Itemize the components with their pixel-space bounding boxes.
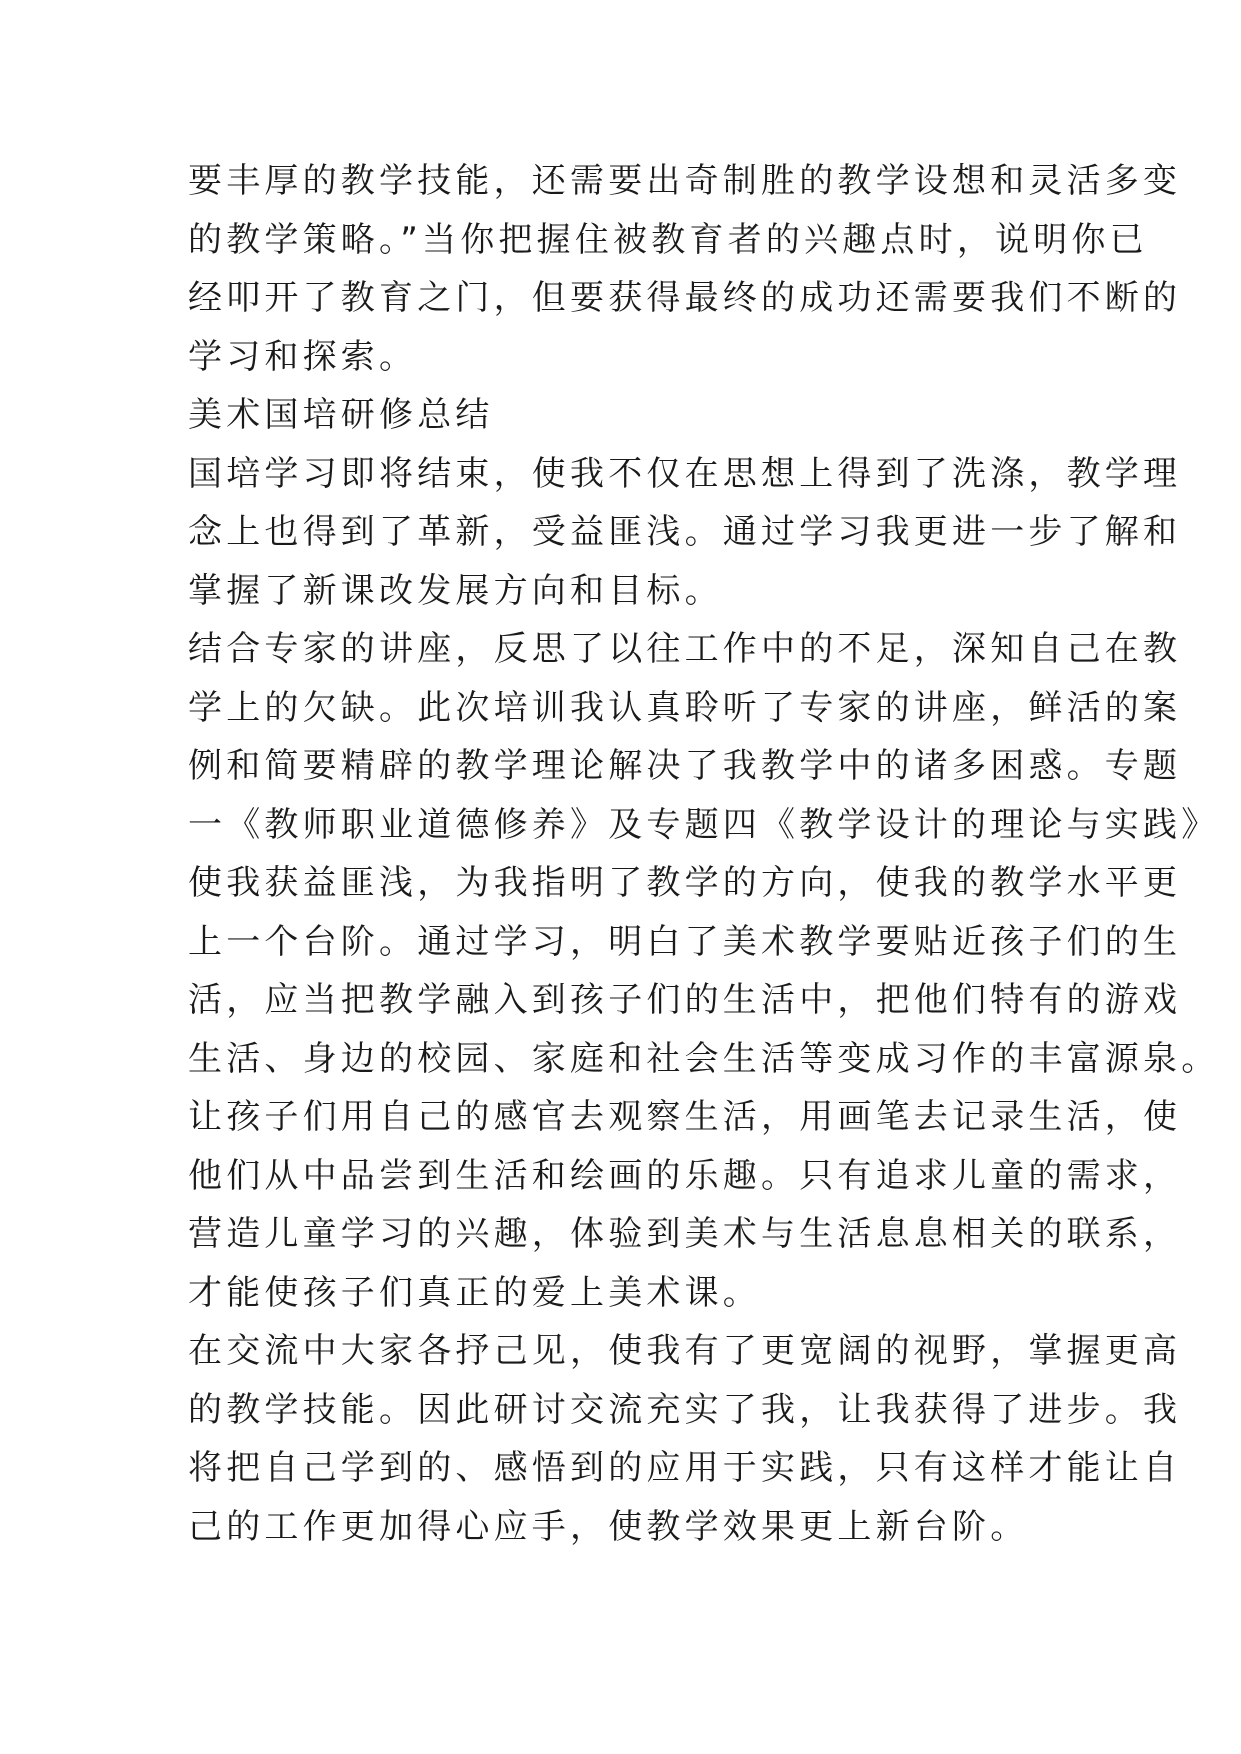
text-line: 己的工作更加得心应手，使教学效果更上新台阶。 — [188, 1506, 1029, 1547]
text-line: 让孩子们用自己的感官去观察生活，用画笔去记录生活，使 — [188, 1097, 1182, 1137]
text-line: 营造儿童学习的兴趣，体验到美术与生活息息相关的联系， — [188, 1214, 1182, 1254]
document-body — [188, 152, 1220, 1556]
text-line: 念上也得到了革新，受益匪浅。通过学习我更进一步了解和 — [188, 512, 1182, 552]
text-line: 活，应当把教学融入到孩子们的生活中，把他们特有的游戏 — [188, 980, 1182, 1020]
text-line: 掌握了新课改发展方向和目标。 — [188, 570, 723, 611]
text-line: 在交流中大家各抒己见，使我有了更宽阔的视野，掌握更高 — [188, 1331, 1182, 1371]
section-heading: 美术国培研修总结 — [188, 395, 494, 435]
text-line: 的教学策略。”当你把握住被教育者的兴趣点时，说明你已 — [188, 219, 1148, 260]
text-line: 学上的欠缺。此次培训我认真聆听了专家的讲座，鲜活的案 — [188, 687, 1182, 728]
text-line: 国培学习即将结束，使我不仅在思想上得到了洗涤，教学理 — [188, 453, 1182, 494]
text-line: 才能使孩子们真正的爱上美术课。 — [188, 1272, 761, 1313]
text-line: 将把自己学到的、感悟到的应用于实践，只有这样才能让自 — [188, 1448, 1182, 1488]
text-line: 他们从中品尝到生活和绘画的乐趣。只有追求儿童的需求， — [188, 1155, 1182, 1196]
text-line: 例和简要精辟的教学理论解决了我教学中的诸多困惑。专题 — [188, 746, 1182, 786]
text-line: 使我获益匪浅，为我指明了教学的方向，使我的教学水平更 — [188, 863, 1182, 903]
text-line: 经叩开了教育之门，但要获得最终的成功还需要我们不断的 — [188, 278, 1182, 318]
text-line: 一《教师职业道德修养》及专题四《教学设计的理论与实践》 — [188, 804, 1220, 845]
text-line: 的教学技能。因此研讨交流充实了我，让我获得了进步。我 — [188, 1389, 1182, 1430]
text-line: 要丰厚的教学技能，还需要出奇制胜的教学设想和灵活多变 — [188, 161, 1182, 201]
text-line: 上一个台阶。通过学习，明白了美术教学要贴近孩子们的生 — [188, 921, 1182, 962]
text-line: 学习和探索。 — [188, 336, 418, 377]
text-line: 结合专家的讲座，反思了以往工作中的不足，深知自己在教 — [188, 629, 1182, 669]
text-line: 生活、身边的校园、家庭和社会生活等变成习作的丰富源泉。 — [188, 1038, 1220, 1079]
